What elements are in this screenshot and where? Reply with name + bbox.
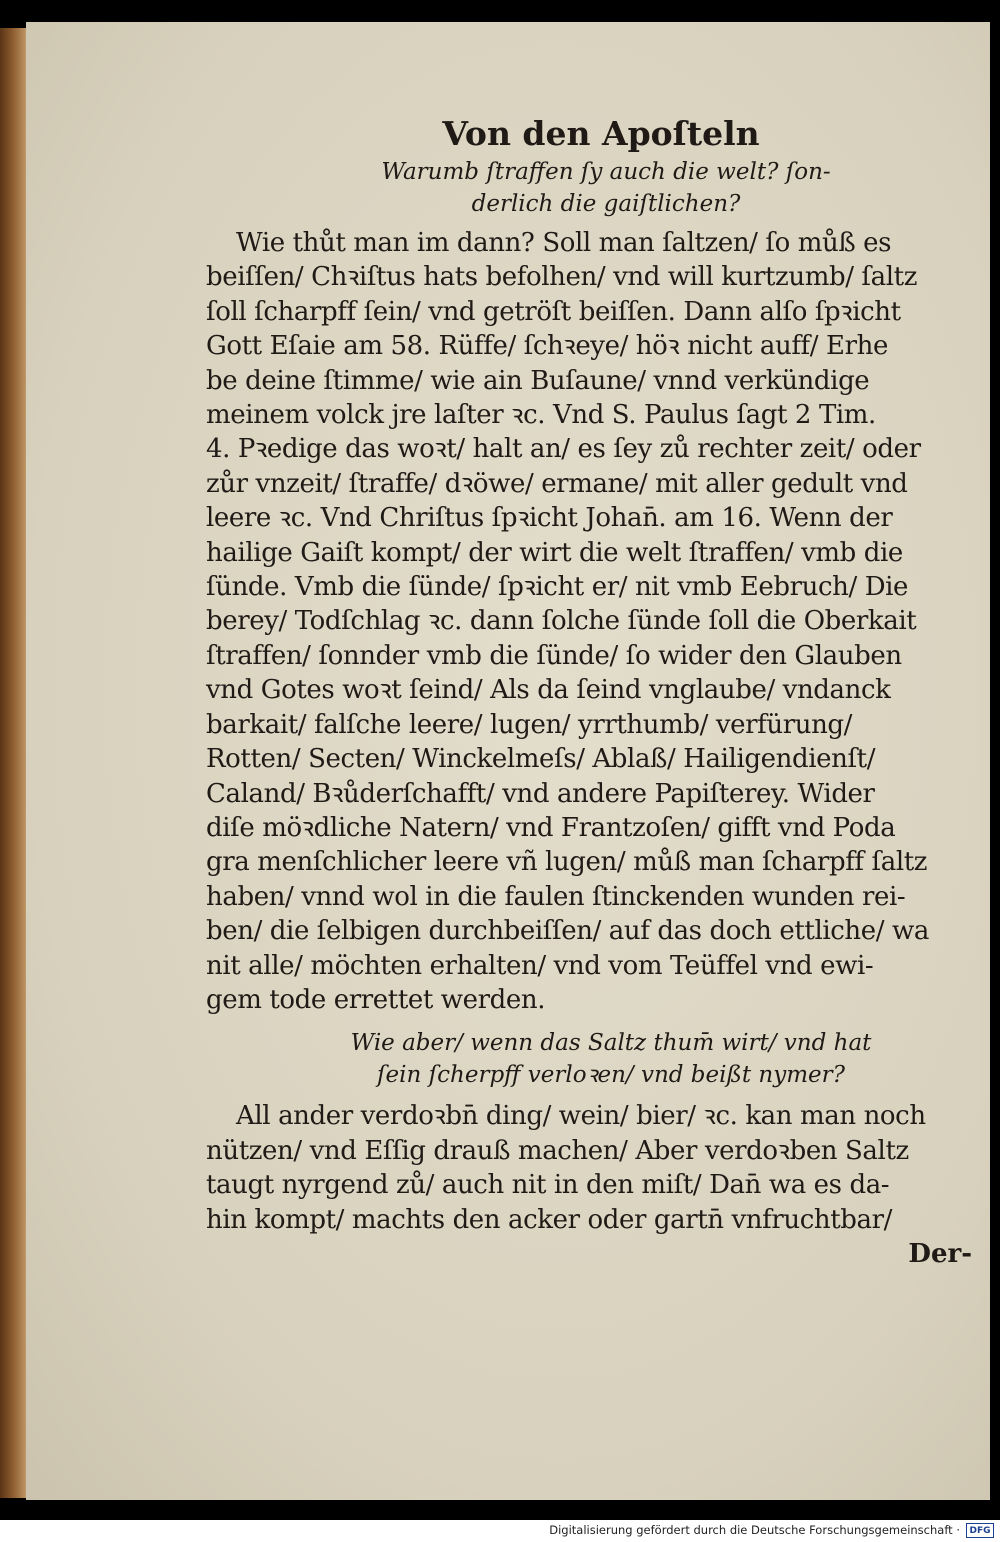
answer-1-line: haben/ vnnd wol in die faulen ſtinckenden wunden rei-	[206, 881, 906, 912]
answer-1-line: ſtraffen/ ſonnder vmb die ſünde/ ſo wider den Glauben	[206, 640, 902, 671]
answer-2-line: hin kompt/ machts den acker oder gartn̄ vnfruchtbar/	[206, 1204, 893, 1235]
answer-1-line: leere ꝛc. Vnd Chriſtus ſpꝛicht Johan̄. am 16. Wenn der	[206, 503, 893, 534]
answer-1-line: Rotten/ Secten/ Winckelmeſs/ Ablaß/ Hailigendienſt/	[206, 744, 876, 775]
answer-2-line: nützen/ vnd Eſſig drauß machen/ Aber verdoꝛben Saltz	[206, 1135, 909, 1166]
question-heading-1	[206, 156, 976, 220]
answer-paragraph-2	[206, 1099, 976, 1237]
question-1-line: derlich die gaiſtlichen?	[471, 191, 741, 217]
answer-1-line: Wie thůt man im dann? Soll man ſaltzen/ ſo můß es	[236, 228, 892, 258]
answer-1-line: ſünde. Vmb die ſünde/ ſpꝛicht er/ nit vmb Eebruch/ Die	[206, 572, 909, 603]
answer-1-line: gem tode errettet werden.	[206, 984, 546, 1015]
dfg-logo-icon: DFG	[966, 1523, 994, 1538]
answer-1-line: barkait/ falſche leere/ lugen/ yrrthumb/ verfürung/	[206, 709, 853, 740]
page-text-block	[206, 114, 976, 1271]
answer-2-line: taugt nyrgend zů/ auch nit in den miſt/ Dan̄ wa es da-	[206, 1170, 890, 1201]
answer-1-line: diſe möꝛdliche Natern/ vnd Frantzoſen/ gifft vnd Poda	[206, 812, 896, 843]
answer-paragraph-1	[206, 226, 976, 1017]
question-1-line: Warumb ſtraffen ſy auch die welt? ſon-	[381, 159, 831, 185]
answer-1-line: ſoll ſcharpff ſein/ vnd getröſt beiſſen. Dann alſo ſpꝛicht	[206, 296, 901, 327]
book-page	[26, 22, 990, 1500]
footer-credit: Digitalisierung gefördert durch die Deutsche Forschungsgemeinschaft ·	[549, 1523, 960, 1537]
answer-1-line: hailige Gaiſt kompt/ der wirt die welt ſtraffen/ vmb die	[206, 537, 903, 568]
answer-1-line: meinem volck jre laſter ꝛc. Vnd S. Paulus ſagt 2 Tim.	[206, 400, 876, 431]
answer-2-line: All ander verdoꝛbn̄ ding/ wein/ bier/ ꝛc. kan man noch	[236, 1101, 926, 1132]
answer-1-line: beiſſen/ Chꝛiſtus hats befolhen/ vnd will kurtzumb/ ſaltz	[206, 262, 918, 293]
answer-1-line: 4. Pꝛedige das woꝛt/ halt an/ es ſey zů rechter zeit/ oder	[206, 434, 921, 465]
digitization-footer	[0, 1520, 1000, 1542]
question-2-line: ſein ſcherpff verloꝛen/ vnd beißt nymer?	[377, 1062, 845, 1089]
answer-1-line: gra menſchlicher leere vñ lugen/ můß man ſcharpff ſaltz	[206, 847, 928, 878]
running-head: Von den Apoſteln	[442, 114, 760, 153]
answer-1-line: zůr vnzeit/ ſtraffe/ dꝛöwe/ ermane/ mit aller gedult vnd	[206, 468, 908, 499]
answer-1-line: ben/ die ſelbigen durchbeiſſen/ auf das doch ettliche/ wa	[206, 916, 929, 947]
answer-1-line: be deine ſtimme/ wie ain Buſaune/ vnnd verkündige	[206, 365, 870, 396]
answer-1-line: berey/ Todſchlag ꝛc. dann ſolche ſünde ſoll die Oberkait	[206, 606, 917, 637]
answer-1-line: nit alle/ möchten erhalten/ vnd vom Teüffel vnd ewi-	[206, 950, 874, 981]
question-2-line: Wie aber/ wenn das Saltz thum̄ wirt/ vnd hat	[350, 1030, 872, 1057]
answer-1-line: vnd Gotes woꝛt ſeind/ Als da ſeind vnglaube/ vndanck	[206, 675, 891, 706]
answer-1-line: Gott Eſaie am 58. Rüffe/ ſchꝛeye/ höꝛ nicht auff/ Erhe	[206, 331, 888, 362]
question-heading-2	[206, 1027, 976, 1091]
answer-1-line: Caland/ Bꝛůderſchafft/ vnd andere Papiſterey. Wider	[206, 778, 875, 809]
catchword: Der-	[908, 1238, 972, 1269]
